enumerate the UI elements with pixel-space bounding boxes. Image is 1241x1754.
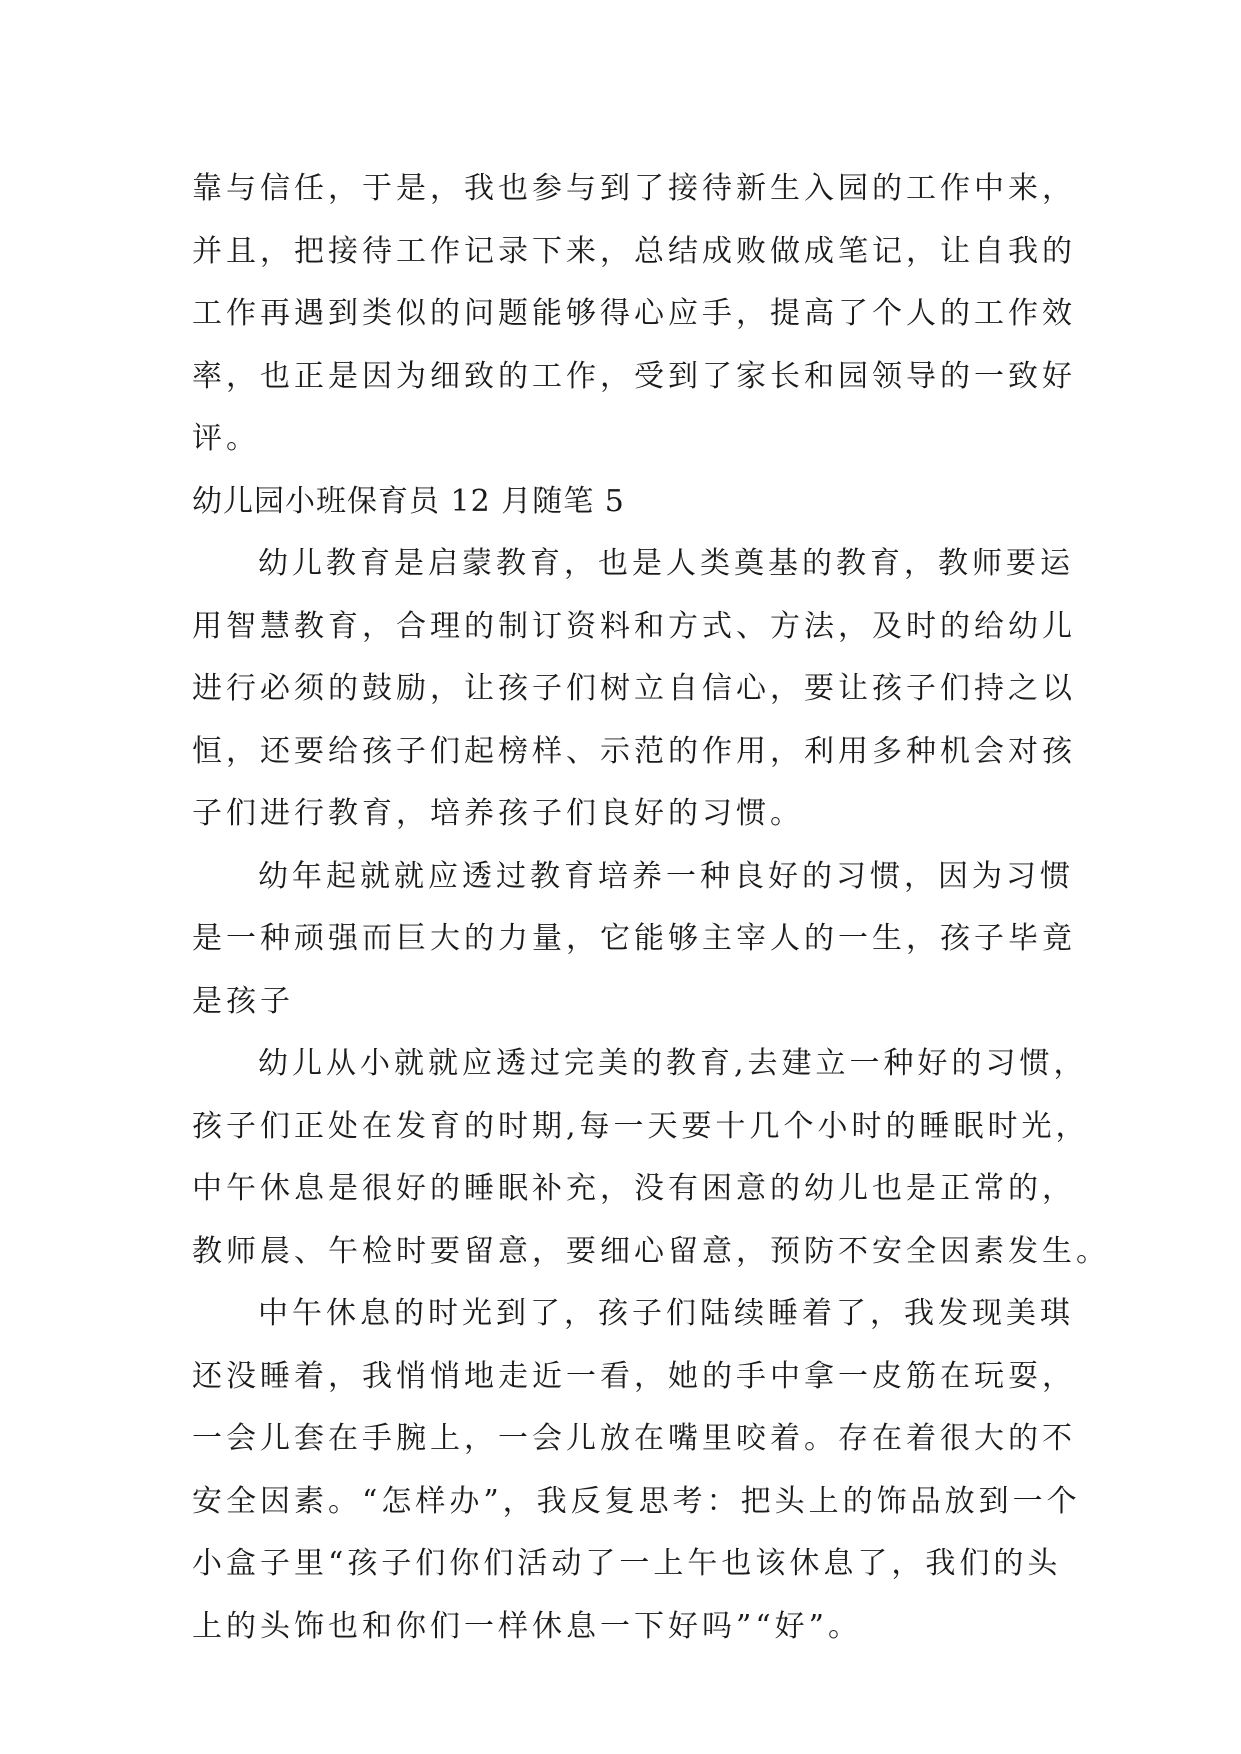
text-line: 还没睡着，我悄悄地走近一看，她的手中拿一皮筋在玩耍， bbox=[192, 1358, 1076, 1394]
text-line: 一会儿套在手腕上，一会儿放在嘴里咬着。存在着很大的不 bbox=[192, 1421, 1076, 1456]
text-line: 评。 bbox=[192, 421, 260, 456]
text-line: 上的头饰也和你们一样休息一下好吗”“好”。 bbox=[192, 1608, 863, 1644]
section-heading: 幼儿园小班保育员 12 月随笔 5 bbox=[192, 483, 625, 519]
text-line: 恒，还要给孩子们起榜样、示范的作用，利用多种机会对孩 bbox=[192, 733, 1076, 769]
text-line: 是一种顽强而巨大的力量，它能够主宰人的一生，孩子毕竟 bbox=[192, 921, 1076, 956]
document-page bbox=[192, 158, 1110, 1658]
text-line: 工作再遇到类似的问题能够得心应手，提高了个人的工作效 bbox=[192, 296, 1076, 331]
text-line: 中午休息的时光到了，孩子们陆续睡着了，我发现美琪 bbox=[258, 1296, 1074, 1331]
text-line: 靠与信任，于是，我也参与到了接待新生入园的工作中来， bbox=[192, 171, 1076, 206]
text-line: 幼儿教育是启蒙教育，也是人类奠基的教育，教师要运 bbox=[258, 546, 1074, 581]
text-line: 孩子们正处在发育的时期,每一天要十几个小时的睡眠时光， bbox=[192, 1108, 1090, 1144]
text-line: 中午休息是很好的睡眠补充，没有困意的幼儿也是正常的， bbox=[192, 1171, 1076, 1206]
text-line: 用智慧教育，合理的制订资料和方式、方法，及时的给幼儿 bbox=[192, 608, 1076, 644]
text-line: 小盒子里“孩子们你们活动了一上午也该休息了，我们的头 bbox=[192, 1546, 1062, 1581]
text-line: 进行必须的鼓励，让孩子们树立自信心，要让孩子们持之以 bbox=[192, 671, 1076, 706]
text-line: 幼年起就就应透过教育培养一种良好的习惯，因为习惯 bbox=[258, 858, 1074, 894]
text-line: 子们进行教育，培养孩子们良好的习惯。 bbox=[192, 796, 804, 831]
text-line: 是孩子 bbox=[192, 983, 294, 1019]
text-line: 率，也正是因为细致的工作，受到了家长和园领导的一致好 bbox=[192, 358, 1076, 394]
text-line: 并且，把接待工作记录下来，总结成败做成笔记，让自我的 bbox=[192, 233, 1076, 269]
text-line: 教师晨、午检时要留意，要细心留意，预防不安全因素发生。 bbox=[192, 1233, 1110, 1269]
text-line: 幼儿从小就就应透过完美的教育,去建立一种好的习惯， bbox=[258, 1046, 1088, 1081]
text-line: 安全因素。“怎样办”，我反复思考：把头上的饰品放到一个 bbox=[192, 1483, 1081, 1519]
